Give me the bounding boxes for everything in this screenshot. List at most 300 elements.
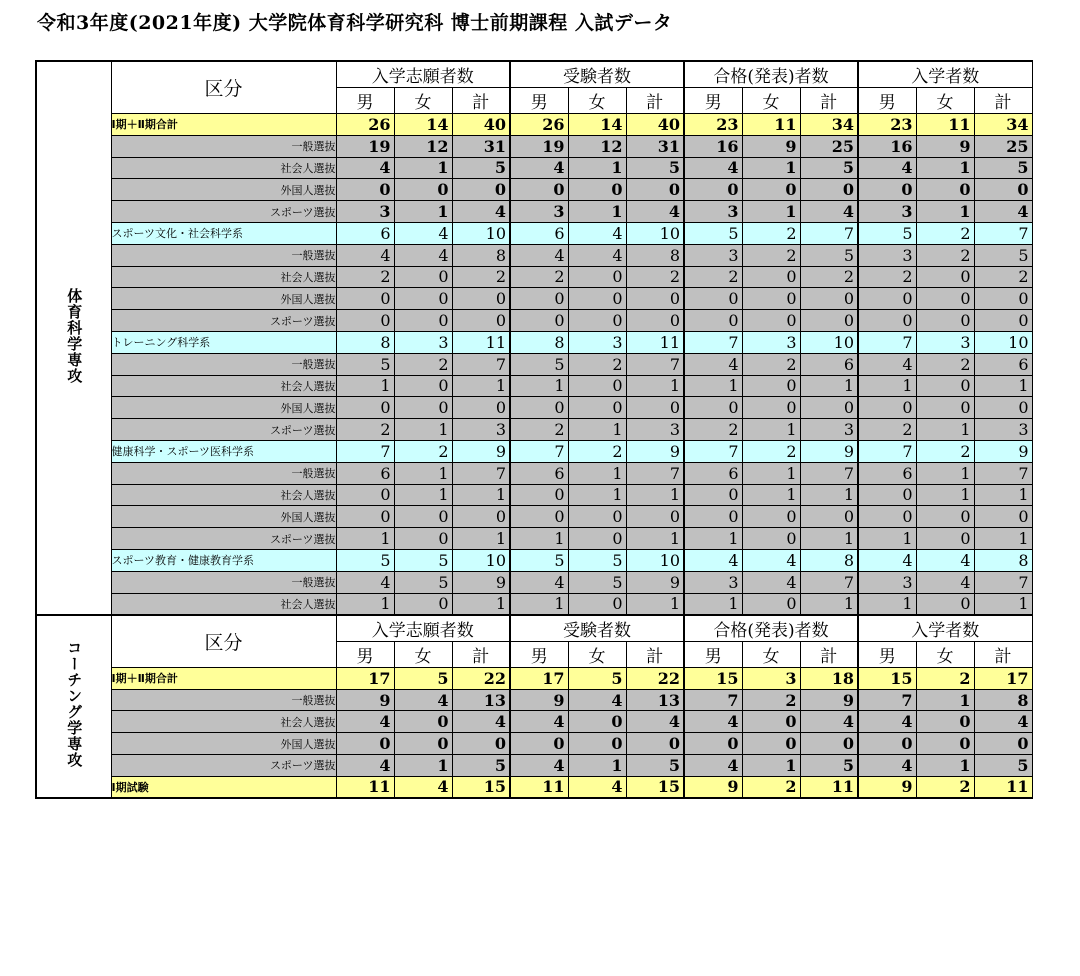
group-header: 入学者数 <box>858 61 1032 88</box>
value-cell: 0 <box>742 593 800 615</box>
value-cell: 0 <box>568 711 626 733</box>
value-cell: 15 <box>626 776 684 798</box>
value-cell: 0 <box>568 733 626 755</box>
row-label: スポーツ選抜 <box>111 419 336 441</box>
kubun-header: 区分 <box>111 615 336 668</box>
value-cell: 0 <box>394 397 452 419</box>
value-cell: 4 <box>742 549 800 571</box>
value-cell: 7 <box>800 571 858 593</box>
value-cell: 0 <box>336 179 394 201</box>
group-row <box>36 440 1032 462</box>
table-body <box>36 61 1032 798</box>
value-cell: 1 <box>568 157 626 179</box>
value-cell: 1 <box>510 593 568 615</box>
value-cell: 0 <box>916 310 974 332</box>
sex-header: 女 <box>742 88 800 114</box>
value-cell: 0 <box>684 179 742 201</box>
value-cell: 0 <box>858 733 916 755</box>
value-cell: 7 <box>858 440 916 462</box>
value-cell: 0 <box>510 506 568 528</box>
value-cell: 1 <box>568 462 626 484</box>
value-cell: 0 <box>452 288 510 310</box>
value-cell: 0 <box>568 288 626 310</box>
value-cell: 0 <box>394 528 452 550</box>
value-cell: 2 <box>394 353 452 375</box>
value-cell: 0 <box>452 733 510 755</box>
table-row <box>36 244 1032 266</box>
sex-header: 女 <box>394 641 452 667</box>
value-cell: 11 <box>742 114 800 136</box>
value-cell: 7 <box>452 462 510 484</box>
value-cell: 1 <box>742 755 800 777</box>
value-cell: 15 <box>452 776 510 798</box>
value-cell: 4 <box>684 549 742 571</box>
row-label: 社会人選抜 <box>111 593 336 615</box>
value-cell: 9 <box>916 135 974 157</box>
value-cell: 0 <box>742 506 800 528</box>
table-row <box>36 157 1032 179</box>
row-label: 一般選抜 <box>111 353 336 375</box>
group-row <box>36 222 1032 244</box>
group-header: 受験者数 <box>510 615 684 642</box>
value-cell: 4 <box>336 755 394 777</box>
value-cell: 5 <box>800 244 858 266</box>
value-cell: 1 <box>684 528 742 550</box>
value-cell: 1 <box>394 419 452 441</box>
value-cell: 19 <box>510 135 568 157</box>
value-cell: 1 <box>626 375 684 397</box>
sex-header: 男 <box>336 641 394 667</box>
value-cell: 9 <box>510 689 568 711</box>
value-cell: 0 <box>684 506 742 528</box>
value-cell: 2 <box>742 440 800 462</box>
value-cell: 0 <box>800 310 858 332</box>
value-cell: 4 <box>858 711 916 733</box>
value-cell: 0 <box>568 506 626 528</box>
value-cell: 5 <box>974 244 1032 266</box>
value-cell: 1 <box>394 755 452 777</box>
value-cell: 2 <box>336 266 394 288</box>
value-cell: 0 <box>800 733 858 755</box>
value-cell: 3 <box>336 201 394 223</box>
sex-header: 計 <box>974 641 1032 667</box>
value-cell: 4 <box>568 776 626 798</box>
value-cell: 10 <box>626 549 684 571</box>
value-cell: 0 <box>858 397 916 419</box>
value-cell: 8 <box>510 331 568 353</box>
total-row <box>36 114 1032 136</box>
value-cell: 5 <box>568 571 626 593</box>
table-row <box>36 419 1032 441</box>
sex-header: 男 <box>858 88 916 114</box>
kubun-header: 区分 <box>111 61 336 114</box>
value-cell: 1 <box>626 528 684 550</box>
value-cell: 1 <box>452 593 510 615</box>
sex-header: 計 <box>974 88 1032 114</box>
value-cell: 3 <box>742 331 800 353</box>
value-cell: 0 <box>336 288 394 310</box>
value-cell: 5 <box>626 755 684 777</box>
value-cell: 2 <box>742 222 800 244</box>
value-cell: 5 <box>510 353 568 375</box>
value-cell: 1 <box>916 755 974 777</box>
value-cell: 4 <box>394 222 452 244</box>
value-cell: 2 <box>510 419 568 441</box>
value-cell: 0 <box>916 288 974 310</box>
value-cell: 0 <box>568 375 626 397</box>
value-cell: 11 <box>800 776 858 798</box>
value-cell: 7 <box>800 462 858 484</box>
value-cell: 12 <box>394 135 452 157</box>
table-row <box>36 353 1032 375</box>
value-cell: 0 <box>452 179 510 201</box>
value-cell: 0 <box>510 397 568 419</box>
value-cell: 0 <box>916 593 974 615</box>
value-cell: 5 <box>394 667 452 689</box>
value-cell: 0 <box>800 506 858 528</box>
value-cell: 1 <box>742 201 800 223</box>
sex-header: 男 <box>684 641 742 667</box>
value-cell: 0 <box>742 733 800 755</box>
value-cell: 1 <box>452 484 510 506</box>
value-cell: 0 <box>510 179 568 201</box>
value-cell: 26 <box>336 114 394 136</box>
value-cell: 17 <box>510 667 568 689</box>
value-cell: 3 <box>916 331 974 353</box>
value-cell: 1 <box>394 462 452 484</box>
value-cell: 4 <box>568 244 626 266</box>
value-cell: 9 <box>452 571 510 593</box>
value-cell: 2 <box>684 419 742 441</box>
row-label: スポーツ選抜 <box>111 310 336 332</box>
group-row <box>36 549 1032 571</box>
value-cell: 0 <box>626 506 684 528</box>
table-row <box>36 484 1032 506</box>
value-cell: 0 <box>742 397 800 419</box>
value-cell: 16 <box>858 135 916 157</box>
value-cell: 5 <box>568 549 626 571</box>
value-cell: 1 <box>858 528 916 550</box>
value-cell: 7 <box>684 440 742 462</box>
value-cell: 4 <box>974 711 1032 733</box>
value-cell: 1 <box>684 375 742 397</box>
value-cell: 5 <box>974 755 1032 777</box>
row-label: スポーツ選抜 <box>111 755 336 777</box>
value-cell: 1 <box>510 375 568 397</box>
sex-header: 女 <box>394 88 452 114</box>
value-cell: 10 <box>452 549 510 571</box>
value-cell: 2 <box>800 266 858 288</box>
value-cell: 0 <box>336 484 394 506</box>
value-cell: 0 <box>626 310 684 332</box>
sex-header: 男 <box>858 641 916 667</box>
value-cell: 0 <box>568 397 626 419</box>
value-cell: 1 <box>974 375 1032 397</box>
value-cell: 2 <box>974 266 1032 288</box>
value-cell: 0 <box>742 711 800 733</box>
value-cell: 9 <box>626 440 684 462</box>
group-row <box>36 331 1032 353</box>
value-cell: 4 <box>510 244 568 266</box>
value-cell: 8 <box>626 244 684 266</box>
sex-header: 計 <box>800 88 858 114</box>
value-cell: 0 <box>394 288 452 310</box>
sex-header: 女 <box>742 641 800 667</box>
value-cell: 5 <box>568 667 626 689</box>
value-cell: 2 <box>742 689 800 711</box>
value-cell: 40 <box>452 114 510 136</box>
value-cell: 2 <box>684 266 742 288</box>
sex-header: 計 <box>626 641 684 667</box>
value-cell: 7 <box>974 462 1032 484</box>
value-cell: 3 <box>800 419 858 441</box>
value-cell: 0 <box>974 310 1032 332</box>
value-cell: 2 <box>336 419 394 441</box>
value-cell: 9 <box>800 440 858 462</box>
value-cell: 15 <box>858 667 916 689</box>
value-cell: 7 <box>684 331 742 353</box>
value-cell: 1 <box>742 419 800 441</box>
value-cell: 2 <box>568 353 626 375</box>
value-cell: 0 <box>336 733 394 755</box>
value-cell: 5 <box>394 571 452 593</box>
value-cell: 2 <box>510 266 568 288</box>
value-cell: 4 <box>684 755 742 777</box>
value-cell: 4 <box>510 571 568 593</box>
value-cell: 0 <box>626 397 684 419</box>
value-cell: 1 <box>742 462 800 484</box>
value-cell: 11 <box>916 114 974 136</box>
total-row <box>36 776 1032 798</box>
value-cell: 2 <box>858 419 916 441</box>
value-cell: 4 <box>510 755 568 777</box>
value-cell: 4 <box>568 222 626 244</box>
value-cell: 0 <box>452 506 510 528</box>
value-cell: 3 <box>684 244 742 266</box>
table-row <box>36 310 1032 332</box>
total-row <box>36 667 1032 689</box>
value-cell: 0 <box>510 733 568 755</box>
value-cell: 31 <box>626 135 684 157</box>
value-cell: 2 <box>916 244 974 266</box>
group-header: 合格(発表)者数 <box>684 61 858 88</box>
header-row-groups <box>36 615 1032 642</box>
value-cell: 5 <box>858 222 916 244</box>
value-cell: 5 <box>684 222 742 244</box>
sex-header: 計 <box>452 641 510 667</box>
table-row <box>36 755 1032 777</box>
value-cell: 14 <box>568 114 626 136</box>
table-row <box>36 179 1032 201</box>
value-cell: 4 <box>510 157 568 179</box>
value-cell: 0 <box>916 375 974 397</box>
row-label: 外国人選抜 <box>111 733 336 755</box>
table-row <box>36 397 1032 419</box>
row-label: Ⅰ期試験 <box>111 776 336 798</box>
sex-header: 計 <box>800 641 858 667</box>
value-cell: 2 <box>916 353 974 375</box>
row-label: スポーツ選抜 <box>111 528 336 550</box>
value-cell: 4 <box>800 711 858 733</box>
table-row <box>36 506 1032 528</box>
value-cell: 3 <box>684 571 742 593</box>
row-label: 外国人選抜 <box>111 397 336 419</box>
row-label: Ⅰ期＋Ⅱ期合計 <box>111 667 336 689</box>
value-cell: 7 <box>974 222 1032 244</box>
row-label: 社会人選抜 <box>111 157 336 179</box>
value-cell: 13 <box>626 689 684 711</box>
value-cell: 4 <box>336 571 394 593</box>
value-cell: 16 <box>684 135 742 157</box>
value-cell: 4 <box>974 201 1032 223</box>
value-cell: 4 <box>510 711 568 733</box>
value-cell: 31 <box>452 135 510 157</box>
value-cell: 5 <box>452 755 510 777</box>
value-cell: 0 <box>626 179 684 201</box>
value-cell: 0 <box>974 506 1032 528</box>
value-cell: 0 <box>858 484 916 506</box>
value-cell: 5 <box>800 157 858 179</box>
value-cell: 23 <box>684 114 742 136</box>
value-cell: 0 <box>394 266 452 288</box>
value-cell: 0 <box>742 179 800 201</box>
value-cell: 7 <box>684 689 742 711</box>
sex-header: 計 <box>626 88 684 114</box>
value-cell: 0 <box>394 310 452 332</box>
value-cell: 1 <box>626 593 684 615</box>
value-cell: 9 <box>858 776 916 798</box>
group-header: 入学志願者数 <box>336 615 510 642</box>
value-cell: 6 <box>336 462 394 484</box>
value-cell: 1 <box>626 484 684 506</box>
value-cell: 0 <box>394 506 452 528</box>
row-label: 社会人選抜 <box>111 266 336 288</box>
value-cell: 22 <box>626 667 684 689</box>
value-cell: 8 <box>336 331 394 353</box>
value-cell: 9 <box>974 440 1032 462</box>
value-cell: 4 <box>684 157 742 179</box>
value-cell: 1 <box>916 689 974 711</box>
value-cell: 5 <box>626 157 684 179</box>
value-cell: 0 <box>858 179 916 201</box>
value-cell: 0 <box>510 288 568 310</box>
row-label: スポーツ教育・健康教育学系 <box>111 549 336 571</box>
value-cell: 0 <box>742 310 800 332</box>
value-cell: 0 <box>568 266 626 288</box>
value-cell: 1 <box>394 201 452 223</box>
value-cell: 1 <box>568 419 626 441</box>
value-cell: 1 <box>800 375 858 397</box>
value-cell: 12 <box>568 135 626 157</box>
table-row <box>36 266 1032 288</box>
sex-header: 男 <box>510 88 568 114</box>
value-cell: 0 <box>394 375 452 397</box>
value-cell: 0 <box>916 733 974 755</box>
value-cell: 4 <box>452 711 510 733</box>
value-cell: 11 <box>336 776 394 798</box>
table-row <box>36 462 1032 484</box>
sex-header: 女 <box>568 88 626 114</box>
value-cell: 5 <box>974 157 1032 179</box>
value-cell: 6 <box>510 222 568 244</box>
value-cell: 4 <box>394 776 452 798</box>
value-cell: 1 <box>974 484 1032 506</box>
row-label: 社会人選抜 <box>111 484 336 506</box>
value-cell: 0 <box>916 528 974 550</box>
value-cell: 4 <box>394 244 452 266</box>
value-cell: 1 <box>858 593 916 615</box>
value-cell: 9 <box>452 440 510 462</box>
table-row <box>36 733 1032 755</box>
value-cell: 7 <box>626 462 684 484</box>
value-cell: 18 <box>800 667 858 689</box>
value-cell: 11 <box>452 331 510 353</box>
value-cell: 0 <box>394 593 452 615</box>
table-row <box>36 375 1032 397</box>
value-cell: 0 <box>568 528 626 550</box>
value-cell: 0 <box>336 397 394 419</box>
major-label <box>36 61 111 615</box>
value-cell: 7 <box>626 353 684 375</box>
row-label: 健康科学・スポーツ医科学系 <box>111 440 336 462</box>
value-cell: 0 <box>742 266 800 288</box>
value-cell: 0 <box>974 397 1032 419</box>
value-cell: 1 <box>568 201 626 223</box>
value-cell: 1 <box>800 484 858 506</box>
value-cell: 1 <box>800 593 858 615</box>
value-cell: 11 <box>974 776 1032 798</box>
value-cell: 0 <box>974 733 1032 755</box>
value-cell: 2 <box>916 667 974 689</box>
row-label: 一般選抜 <box>111 462 336 484</box>
value-cell: 0 <box>916 266 974 288</box>
row-label: トレーニング科学系 <box>111 331 336 353</box>
value-cell: 0 <box>858 288 916 310</box>
sex-header: 計 <box>452 88 510 114</box>
value-cell: 4 <box>568 689 626 711</box>
value-cell: 9 <box>684 776 742 798</box>
value-cell: 3 <box>858 244 916 266</box>
value-cell: 40 <box>626 114 684 136</box>
admissions-data-table <box>35 60 1033 799</box>
value-cell: 2 <box>626 266 684 288</box>
value-cell: 1 <box>858 375 916 397</box>
value-cell: 14 <box>394 114 452 136</box>
value-cell: 1 <box>684 593 742 615</box>
value-cell: 0 <box>568 179 626 201</box>
value-cell: 2 <box>916 440 974 462</box>
sex-header: 男 <box>336 88 394 114</box>
table-row <box>36 689 1032 711</box>
value-cell: 3 <box>974 419 1032 441</box>
value-cell: 0 <box>742 288 800 310</box>
major-label-text: 体育科学専攻 <box>65 287 84 384</box>
value-cell: 5 <box>452 157 510 179</box>
table-row <box>36 201 1032 223</box>
table-row <box>36 593 1032 615</box>
major-label-text: コーチング学専攻 <box>65 640 84 769</box>
value-cell: 6 <box>974 353 1032 375</box>
value-cell: 1 <box>336 375 394 397</box>
table-row <box>36 288 1032 310</box>
value-cell: 0 <box>916 711 974 733</box>
value-cell: 3 <box>858 201 916 223</box>
value-cell: 4 <box>452 201 510 223</box>
value-cell: 0 <box>800 179 858 201</box>
row-label: スポーツ選抜 <box>111 201 336 223</box>
value-cell: 5 <box>510 549 568 571</box>
value-cell: 1 <box>452 528 510 550</box>
